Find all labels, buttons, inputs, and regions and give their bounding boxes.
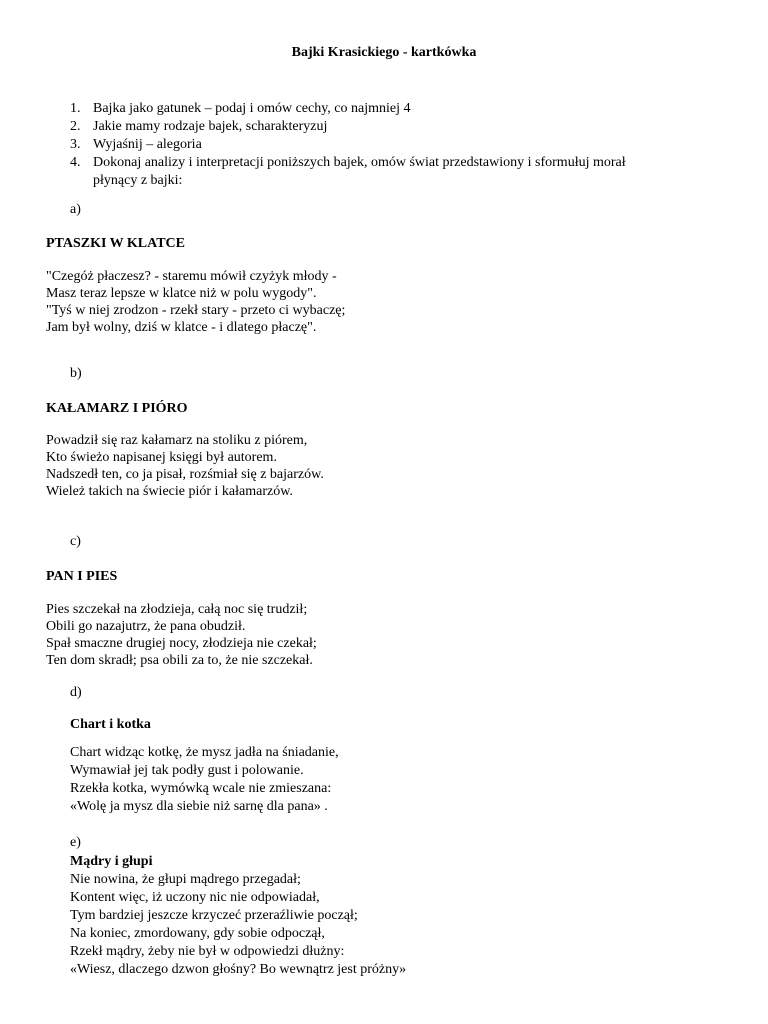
fable-line: Ten dom skradł; psa obili za to, że nie szczekał. bbox=[46, 653, 313, 668]
fable-label: d) bbox=[70, 685, 82, 700]
question-text: Dokonaj analizy i interpretacji poniższych bajek, omów świat przedstawiony i sformułuj morał bbox=[93, 155, 626, 170]
question-2 bbox=[70, 118, 327, 135]
fable-label: c) bbox=[70, 534, 81, 549]
fable-line: Pies szczekał na złodzieja, całą noc się trudził; bbox=[46, 602, 308, 617]
fable-title: Chart i kotka bbox=[70, 717, 151, 732]
question-number: 1. bbox=[70, 101, 81, 116]
fable-line: Jam był wolny, dziś w klatce - i dlatego płaczę". bbox=[46, 320, 317, 335]
fable-line: "Czegóż płaczesz? - staremu mówił czyżyk młody - bbox=[46, 269, 337, 284]
question-1 bbox=[70, 100, 411, 117]
fable-label: b) bbox=[70, 366, 82, 381]
fable-line: Masz teraz lepsze w klatce niż w polu wygody". bbox=[46, 286, 317, 301]
fable-line: «Wolę ja mysz dla siebie niż sarnę dla pana» . bbox=[70, 799, 328, 814]
fable-line: Rzekła kotka, wymówką wcale nie zmieszana: bbox=[70, 781, 332, 796]
fable-line: Rzekł mądry, żeby nie był w odpowiedzi dłużny: bbox=[70, 944, 345, 959]
fable-title: KAŁAMARZ I PIÓRO bbox=[46, 401, 188, 416]
fable-line: Kontent więc, iż uczony nic nie odpowiadał, bbox=[70, 890, 320, 905]
fable-line: Tym bardziej jeszcze krzyczeć przeraźliwie począł; bbox=[70, 908, 358, 923]
fable-title: PTASZKI W KLATCE bbox=[46, 236, 186, 251]
question-text: Wyjaśnij – alegoria bbox=[93, 137, 202, 152]
question-text: Bajka jako gatunek – podaj i omów cechy, co najmniej 4 bbox=[93, 101, 411, 116]
fable-line: «Wiesz, dlaczego dzwon głośny? Bo wewnątrz jest próżny» bbox=[70, 962, 407, 977]
question-number: 4. bbox=[70, 155, 81, 170]
question-3 bbox=[70, 136, 202, 153]
question-number: 3. bbox=[70, 137, 81, 152]
question-text: Jakie mamy rodzaje bajek, scharakteryzuj bbox=[93, 119, 328, 134]
question-number: 2. bbox=[70, 119, 81, 134]
fable-line: Powadził się raz kałamarz na stoliku z piórem, bbox=[46, 433, 308, 448]
fable-title: Mądry i głupi bbox=[70, 854, 153, 869]
document-title: Bajki Krasickiego - kartkówka bbox=[291, 45, 477, 60]
fable-line: Wieleż takich na świecie piór i kałamarzów. bbox=[46, 484, 293, 499]
fable-title: PAN I PIES bbox=[46, 569, 118, 584]
fable-line: Obili go nazajutrz, że pana obudził. bbox=[46, 619, 246, 634]
question-4-continuation: płynący z bajki: bbox=[93, 173, 183, 188]
fable-line: Nadszedł ten, co ja pisał, rozśmiał się z bajarzów. bbox=[46, 467, 324, 482]
fable-line: "Tyś w niej zrodzon - rzekł stary - przeto ci wybaczę; bbox=[46, 303, 346, 318]
fable-line: Spał smaczne drugiej nocy, złodzieja nie czekał; bbox=[46, 636, 317, 651]
fable-line: Wymawiał jej tak podły gust i polowanie. bbox=[70, 763, 304, 778]
fable-line: Chart widząc kotkę, że mysz jadła na śniadanie, bbox=[70, 745, 339, 760]
question-4 bbox=[70, 154, 626, 171]
fable-line: Kto świeżo napisanej księgi był autorem. bbox=[46, 450, 277, 465]
fable-label: a) bbox=[70, 202, 81, 217]
fable-label: e) bbox=[70, 835, 81, 850]
fable-line: Na koniec, zmordowany, gdy sobie odpoczął, bbox=[70, 926, 325, 941]
fable-line: Nie nowina, że głupi mądrego przegadał; bbox=[70, 872, 301, 887]
